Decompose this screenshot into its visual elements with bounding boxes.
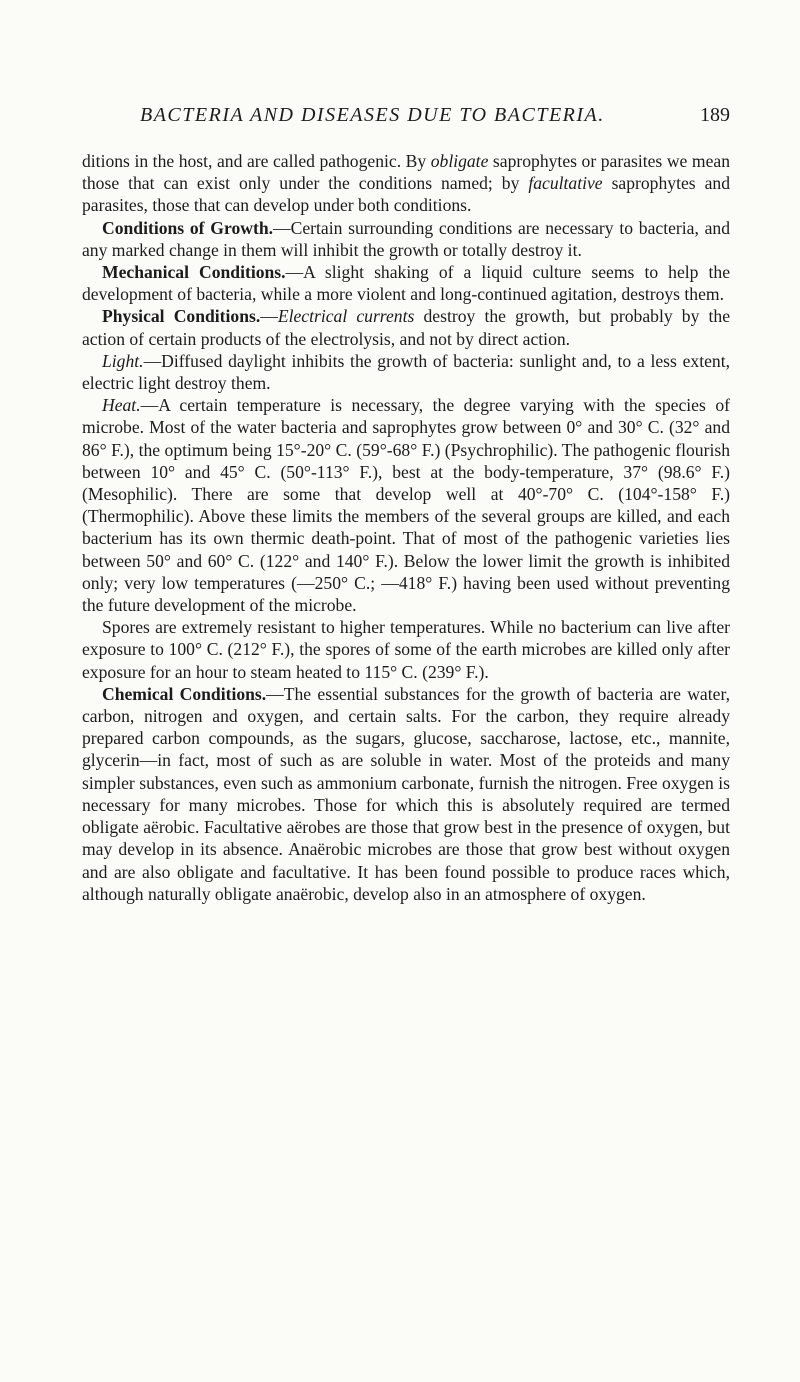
paragraph-text: —: [260, 306, 278, 327]
section-heading: Chemical Conditions.: [102, 683, 267, 704]
paragraph: [82, 150, 730, 217]
paragraph-text: saprophytes or parasites we mean those that can exist only under the conditions named; by: [82, 151, 730, 194]
paragraph-text: —A slight shaking of a liquid culture seems to help the development of bacteria, while a more violent and long-continued agitation, destroys them.: [82, 262, 731, 305]
paragraph: [82, 261, 730, 305]
paragraph-text: —A certain temperature is necessary, the degree varying with the species of microbe. Most of the water bacteria and saprophytes grow between 0° and 30° C. (32° and 86° F.), the optimum being 15°-20° C. (59°-68° F.) (Psychrophilic). The pathogenic flourish between 10° and 45° C. (50°-113° F.), best at the body-temperature, 37° (98.6° F.) (Mesophilic). There are some that develop well at 40°-70° C. (104°-158° F.) (Thermophilic). Above these limits the members of the several groups are killed, and each bacterium has its own thermic death-point. That of most of the pathogenic varieties lies between 50° and 60° C. (122° and 140° F.). Below the lower limit the growth is inhibited only; very low temperatures (—250° C.; —418° F.) having been used without preventing the future development of the microbe.: [82, 395, 730, 616]
paragraph-text: —The essential substances for the growth of bacteria are water, carbon, nitrogen and oxygen, and certain salts. For the carbon, they require already prepared carbon compounds, as the sugars, glucose, saccharose, lactose, etc., mannite, glycerin—in fact, most of such as are soluble in water. Most of the proteids and many simpler substances, even such as ammonium carbonate, furnish the nitrogen. Free oxygen is necessary for many microbes. Those for which this is absolutely required are termed obligate aërobic. Facultative aërobes are those that grow best in the presence of oxygen, but may develop in its absence. Anaërobic microbes are those that grow best without oxygen and are also obligate and facultative. It has been found possible to produce races which, although naturally obligate anaërobic, develop also in an atmosphere of oxygen.: [82, 683, 730, 904]
section-heading: Mechanical Conditions.: [102, 262, 286, 283]
paragraph-text: saprophytes and parasites, those that can develop under both conditions.: [82, 173, 730, 216]
running-head: [140, 104, 730, 134]
paragraph: [82, 616, 730, 683]
paragraph-text: destroy the growth, but probably by the action of certain products of the electrolysis, and not by direct action.: [82, 306, 731, 349]
italic-term: obligate: [430, 151, 489, 171]
paragraph: [82, 350, 730, 394]
paragraph-text: —Certain surrounding conditions are necessary to bacteria, and any marked change in them will inhibit the growth or totally destroy it.: [82, 217, 730, 260]
paragraph: [82, 217, 730, 261]
paragraph-text: ditions in the host, and are called pathogenic. By: [82, 151, 431, 171]
paragraph: [82, 305, 730, 349]
paragraph: [82, 683, 730, 905]
section-heading: Physical Conditions.: [102, 306, 261, 327]
paragraph-text: —Diffused daylight inhibits the growth of bacteria: sunlight and, to a less extent, electric light destroy them.: [82, 350, 730, 394]
running-head-title: BACTERIA AND DISEASES DUE TO BACTERIA.: [140, 104, 605, 126]
section-heading: Conditions of Growth.: [102, 217, 274, 238]
italic-term: Heat.: [102, 395, 141, 416]
italic-term: facultative: [528, 173, 603, 194]
paragraph: [82, 394, 730, 616]
paragraph-text: Spores are extremely resistant to higher temperatures. While no bacterium can live after exposure to 100° C. (212° F.), the spores of some of the earth microbes are killed only after exposure for an hour to steam heated to 115° C. (239° F.).: [82, 617, 730, 682]
page-number: 189: [700, 104, 730, 126]
italic-term: Light.: [102, 350, 144, 371]
body-text: [82, 150, 730, 905]
italic-term: Electrical currents: [277, 306, 415, 327]
